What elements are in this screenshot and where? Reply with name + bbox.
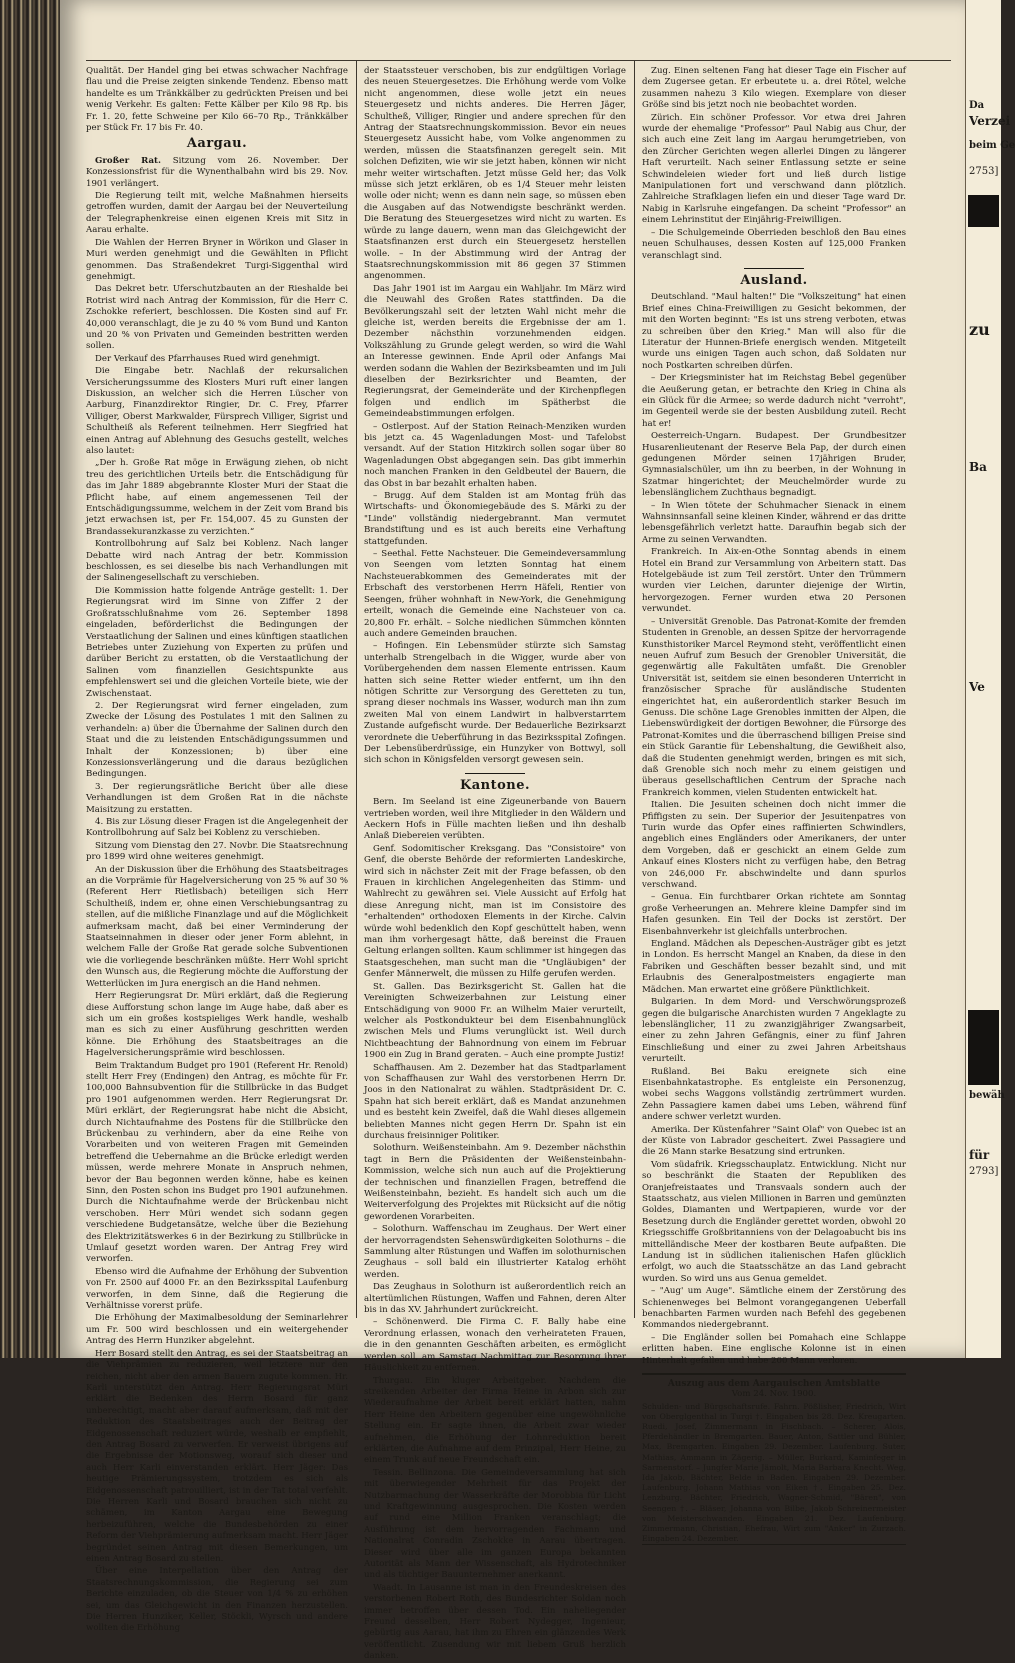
article-grosser-rat [86,156,348,190]
section-rule [465,773,525,774]
column-3 [642,66,906,1544]
paragraph: Das Zeughaus in Solothurn ist außerordentlich reich an altertümlichen Rüstungen, Waffen und Fahnen, deren Alter bis in das XV. Jahrhundert zurückreicht. [364,1282,626,1316]
paragraph: – Genua. Ein furchtbarer Orkan richtete am Sonntag große Verheerungen an. Mehrere kleine Dampfer sind im Hafen gesunken. Ein Teil der Docks ist zerstört. Der Eisenbahnverkehr ist gleichfalls unterbrochen. [642,892,906,937]
article-text: Sitzung vom 26. November. Der Konzessionsfrist für die Wynenthalbahn wird bis 29. Nov. 1901 verlängert. [86,155,349,189]
box-text: Schulden- und Bürgschaftsrufe. Fahrn. Pößlisher, Friedrich, Wirt von Oberglgenthal in Turgi †. Eingaben bis 28. Dez. Kreugarten. Ruedi, Josef, Zimmermann in Fischbach. – Scherer, Alois, Pferdehändler in Bremgarten. Bauer, Anton, Sattler und Bühler, Max, Bremgarten. Eingaben 29. Dezember. Laufenburg. Suter, Mathias, Ammann in Zägerig. – Müller, Burkard, Kaminfeger in Sarmenstorf. – Jungfer Marie Jämolt, Maria Barbara Knecht. Weg, Ida Jakob, Bächter, Belde in Baden. Eingaben 29. Dezember. Laufenburg. Johann Mathias von Eiken †. Eingaben 25. Dez. Lenzburg. Bächter, Friedrich, Wagner-Schmid, "Bären", von Seengen †. – Bläser, Johanna von Bilbe, Jakob Schreinermeister von Meisterschwanden. Eingaben 21. Dez. Laufenburg. Zimmermann, Christian, Ehefrau, Wirt zum "Anker" in Zurzach. Eingaben 24. Dezember. [642,1401,906,1544]
paragraph: Schaffhausen. Am 2. Dezember hat das Stadtparlament von Schaffhausen zur Wahl des verstorbenen Herrn Dr. Joos in den Nationalrat zu wählen. Stadtpräsident Dr. C. Spahn hat sich bereit erklärt, daß es Mandat anzunehmen und es besteht kein Zweifel, daß die Wahl dieses allgemein beliebten Mannes nicht gegen Herrn Dr. Spahn ist ein durchaus freisinniger Politiker. [364,1062,626,1141]
paragraph: – "Aug' um Auge". Sämtliche einem der Zerstörung des Schienenweges bei Belmont vorangegangenen Ueberfall benachbarten Farmen wurden nach Befehl des gegebenen Kommandos niedergebrannt. [642,1286,906,1331]
book-spine [0,0,60,1358]
paragraph: Deutschland. "Maul halten!" Die "Volkszeitung" hat einen Brief eines China-Freiwilligen zu Gesicht bekommen, der mit den Worten beginnt: "Es ist uns streng verboten, etwas zu schreiben über den Krieg." Man will also für die Literatur der Hunnen-Briefe energisch wenden. Mitgeteilt wurde uns einigen Tagen auch schon, daß Soldaten nur noch Postkarten schreiben dürfen. [642,292,906,371]
article-lead: Großer Rat. [95,155,161,166]
paragraph: Die Erhöhung der Maximalbesoldung der Seminarlehrer um Fr. 500 wird beschlossen und ein weitergehender Antrag des Herrn Hunziker abgelehnt. [86,1313,348,1347]
paragraph: Der Verkauf des Pfarrhauses Rued wird genehmigt. [95,353,321,364]
paragraph: – Brugg. Auf dem Stalden ist am Montag früh das Wirtschafts- und Ökonomiegebäude des S. Märki zu der "Linde" vollständig niedergebrannt. Man vermutet Brandstiftung und es ist auch bereits eine Verhaftung stattgefunden. [364,491,626,547]
paragraph: Die Kommission hatte folgende Anträge gestellt: 1. Der Regierungsrat wird im Sinne von Ziffer 2 der Großratsschlußnahme vom 26. September 1898 eingeladen, beförderlichst die Bedingungen der Verstaatlichung der Salinen und eines künftigen staatlichen Betriebes unter Zuziehung von Experten zu prüfen und darüber Bericht zu erstatten, ob die Verstaatlichung der Salinen vom finanziellen Gesichtspunkte aus empfehlenswert sei und die gleichen Vorteile biete, wie der Zwischenstaat. [86,585,348,699]
edge-text-fragment: 2753] [969,166,999,177]
paragraph: Solothurn. Weißensteinbahn. Am 9. Dezember nächsthin tagt in Bern die Präsidenten der Weißensteinbahn-Kommission, welche sich nun auch auf die Projektierung der technischen und finanziellen Fragen, betreffend die Weißensteinbahn, bezieht. Es handelt sich auch um die Weiterverfolgung des Projektes mit Rücksicht auf die nötig gewordenen Vorarbeiten. [364,1143,626,1222]
paragraph: Das Jahr 1901 ist im Aargau ein Wahljahr. Im März wird die Neuwahl des Großen Rates stattfinden. Da die Bevölkerungszahl seit der letzten Wahl nicht mehr die gleiche ist, werden bereits die Ergebnisse der am 1. Dezember nächsthin vorzunehmenden eidgen. Volkszählung zu Grunde gelegt werden, so wird die Wahl an Interesse gewinnen. Ende April oder Anfangs Mai werden sodann die Wahlen der Bezirksbeamten und im Juli dieselben der Bezirksrichter und Beamten, der Regierungsrat, der Gemeinderäte und der Kirchenpflegen folgen und endlich im Spätherbst die Gemeindeabstimmungen erfolgen. [364,283,626,420]
paragraph: – Seethal. Fette Nachsteuer. Die Gemeindeversammlung von Seengen vom letzten Sonntag hat einem Nachsteuerabkommen des Gemeinderates mit der Erbschaft des verstorbenen Herrn Häfeli, Rentier von Seengen, früher wohnhaft in New-York, die Genehmigung erteilt, wonach die Gemeinde eine Nachsteuer von ca. 20,800 Fr. erhält. – Solche niedlichen Sümmchen könnten auch andere Gemeinden brauchen. [364,549,626,639]
paragraph: Waadt. In Lausanne ist man in den Freundeskreisen des verstorbenen Robert Roth, des Bundesrichter Soldan noch immer betroffen über dessen Tod. Ein naheliegender Freund desselben, Herr Robert Nydegger, Ingenieur, gebürtig aus Aarau, hat ihm zu Ehren ein glänzendes Werk veröffentlicht. Zusendung wir mit liebem Gruß herzlich danken. [364,1582,626,1662]
paragraph: Amerika. Der Küstenfahrer "Saint Olaf" von Quebec ist an der Küste von Labrador gescheitert. Zwei Passagiere und die 26 Mann starke Besatzung sind ertrunken. [642,1124,906,1158]
paragraph: England. Mädchen als Depeschen-Austräger gibt es jetzt in London. Es herrscht Mangel an Knaben, da diese in den Fabriken und Geschäften besser bezahlt sind, und mit Erlaubnis des Generalpostmeisters engagierte man Mädchen. Man erwartet eine größere Pünktlichkeit. [642,939,906,995]
paragraph: – Schönenwerd. Die Firma C. F. Bally habe eine Verordnung erlassen, wonach den verheirateten Frauen, die in den genannten Geschäften arbeiten, es ermöglicht werden soll, am Samstag Nachmittag zur Besorgung ihrer Häuslichkeit zu entfernen. [364,1317,626,1374]
paragraph: – Solothurn. Waffenschau im Zeughaus. Der Wert einer der hervorragendsten Sehenswürdigkeiten Solothurns – die Sammlung alter Rüstungen und Waffen im solothurnischen Zeughaus – soll bald ein illustrierter Katalog erhöht werden. [364,1224,626,1280]
paragraph: St. Gallen. Das Bezirksgericht St. Gallen hat die Vereinigten Schweizerbahnen zur Leistung einer Entschädigung von 9000 Fr. an Wilhelm Maier verurteilt, welcher als Postkondukteur bei dem Eisenbahnunglück zwischen Mels und Flums verunglückt ist. Weil durch Nichtbeachtung der Bahnordnung von einem im Februar 1900 ein Zug in Brand geraten. – Auch eine prompte Justiz! [364,981,626,1061]
paragraph: Die Wahlen der Herren Bryner in Wörikon und Glaser in Muri werden genehmigt und die Gewählten in Pflicht genommen. Das Straßendekret Turgi-Siggenthal wird genehmigt. [86,237,348,282]
edge-text-fragment: 2793] [969,1166,999,1177]
paragraph: Bulgarien. In dem Mord- und Verschwörungsprozeß gegen die bulgarische Anarchisten wurden 7 Angeklagte zu lebenslänglicher, 11 zu zwanzigjähriger Zwangsarbeit, einer zu zehn Jahren Gefängnis, einer zu fünf Jahren Einschließung und einer zu zwei Jahren Arbeitshaus verurteilt. [642,997,906,1065]
paragraph: Oesterreich-Ungarn. Budapest. Der Grundbesitzer Husarenlieutenant der Reserve Bela Pap, der durch einen gedungenen Mörder seinen 17jährigen Bruder, Gymnasialschüler, um ihn zu beerben, in der Wohnung in Szatmar hingerichtet; der Meuchelmörder wurde zu lebenslänglichem Zuchthaus begnadigt. [642,431,906,499]
edge-text-fragment: beim Ge [969,140,1015,151]
paragraph: Frankreich. In Aix-en-Othe Sonntag abends in einem Hotel ein Brand zur Versammlung von Arbeitern statt. Das Hotelgebäude ist zum Teil zerstört. Unter den Trümmern wurden vier Leichen, darunter diejenige der Wirtin, hervorgezogen. Ferner wurden etwa 20 Personen verwundet. [642,547,906,615]
paragraph: – Ostlerpost. Auf der Station Reinach-Menziken wurden bis jetzt ca. 45 Wagenladungen Most- und Tafelobst versandt. Auf der Station Hitzkirch sollen sogar über 80 Wagenladungen Obst abgegangen sein. Das gibt immerhin noch manchen Franken in den Geldbeutel der Bauern, die das Obst in bar bezahlt erhalten haben. [364,421,626,489]
paragraph: – Universität Grenoble. Das Patronat-Komite der fremden Studenten in Grenoble, an dessen Spitze der hervorragende Kunsthistoriker Marcel Reymond steht, veröffentlicht einen neuen Aufruf zum Besuch der Grenobler Universität, die gegenwärtig alle Fakultäten umfaßt. Die Grenobler Universität ist, seitdem sie einen besonderen Unterricht in französischer Sprache für ausländische Studenten eingerichtet hat, ein außerordentlich starker Besuch im Genuss. Die schöne Lage Grenobles inmitten der Alpen, die Liebenswürdigkeit der dortigen Bewohner, die Fürsorge des Patronat-Komites und die überraschend billigen Preise sind ein Stück Garantie für Lebenshaltung, die Gewißheit also, daß die Studenten genehmigt werden, bringen es mit sich, daß Grenoble sich noch mehr zu einem geistigen und überaus gesellschaftlichen Centrum der Sprache nach Frankreich kommen, vielen Studenten entwickelt hat. [642,616,906,798]
edge-text-fragment: Da [969,100,985,111]
edge-ad-block [968,1010,999,1085]
edge-ad-block [968,195,999,227]
paragraph: An der Diskussion über die Erhöhung des Staatsbeitrages an die Vorprämie für Hagelversicherung von 25 % auf 30 % (Referent Herr Rietlisbach) beteiligen sich Herr Schultheiß, indem er, ohne einen Verschiebungsantrag zu stellen, auf die mißliche Finanzlage und auf die Möglichkeit aufmerksam macht, daß bei einer Verminderung der Staatseinnahmen in dieser oder jener Form ablehnt, in welchem Falle der Große Rat gerade solche Subventionen wie die vorliegende beschränken müßte. Herr Wohl spricht den Wunsch aus, die Regierung möchte die Aufforstung der Wetterlücken im Jura energisch an die Hand nehmen. [86,864,348,989]
paragraph: der Staatssteuer verschoben, bis zur endgültigen Vorlage des neuen Steuergesetzes. Die Erhöhung werde vom Volke nicht angenommen, diese wolle jetzt ein neues Steuergesetz und nichts anderes. Die Herren Jäger, Schultheß, Villiger, Ringier und andere sprechen für den Antrag der Staatsrechnungskommission. Bevor ein neues Steuergesetz Aussicht habe, vom Volke angenommen zu werden, müssen die Staatsfinanzen geregelt sein. Mit solchen Defiziten, wie wir sie jetzt haben, können wir nicht mehr weiter wirtschaften. Jetzt müsse Geld her; das Volk müsse sich jetzt erklären, ob es 1/4 Steuer mehr leisten wolle oder nicht; wenn es dann nein sage, so müssen eben die Ausgaben auf das Notwendigste beschränkt werden. Die Beratung des Steuergesetzes wird nicht zu warten. Es würde zu lange dauern, wenn man das Gleichgewicht der Staatsfinanzen erst durch ein Steuergesetz herstellen wolle. – In der Abstimmung wird der Antrag der Staatsrechnungskommission mit 86 gegen 37 Stimmen angenommen. [364,66,626,282]
paragraph: „Der h. Große Rat möge in Erwägung ziehen, ob nicht treu des gerichtlichen Urteils betr. die Entschädigung für das im Jahr 1889 abgebrannte Kloster Muri der Staat die Pflicht habe, auf einem angemessenen Teil der Entschädigungssumme, welchem in der Zeit vom Brand bis jetzt erwachsen ist, per Fr. 154,007. 45 zu Gunsten der Brandassekuranzkasse zu verzichten.“ [86,458,348,537]
adjacent-page-edge [965,0,1015,1358]
header-rule [86,60,951,61]
paragraph: Genf. Sodomitischer Kreksgang. Das "Consistoire" von Genf, die oberste Behörde der reformierten Landeskirche, wird sich in nächster Zeit mit der Frage befassen, ob den Frauen in kirchlichen Angelegenheiten das Stimm- und Wahlrecht zu gewähren sei. Viele Aussicht auf Erfolg hat diese Anregung nicht, man ist im Consistoire des "erhaltenden" orthodoxen Elements in der Kirche. Calvin würde wohl bedenklich den Kopf geschüttelt haben, wenn man ihm vorhergesagt hätte, daß bereinst die Frauen Geltung erlangen sollten. Kaum schlimmer ist hingegen das Staatsgeschehen, man sucht man die "Ungläubigen" der Genfer Männerwelt, die müssen zu Hilfe gerufen werden. [364,843,626,980]
paragraph: – Hofingen. Ein Lebensmüder stürzte sich Samstag unterhalb Strengelbach in die Wigger, wurde aber von Vorübergehenden dem nassen Elemente entrissen. Kaum hatten sich seine Retter wieder entfernt, um ihn den nötigen Schritte zur Versorgung des Geretteten zu tun, sprang dieser nochmals ins Wasser, wodurch man ihn zum zweiten Mal von einem Landwirt in halbverstarrtem Zustande aufgefischt wurde. Der Bedauerliche Bezirksarzt verordnete die Ueberführung in das Bezirksspital Zofingen. Der Lebensüberdrüssige, ein Hunzyker von Bottwyl, soll sich schon in Königsfelden versorgt gewesen sein. [364,641,626,766]
paragraph: Über eine Interpellation über den Antrag der Staatsrechnungskommission, die Regierung sei zum Berichte einzuladen, ob die Steuer von 1/4 % zu erhöhen sei, um das Gleichgewicht in den Finanzen herzustellen. Die Herren Hunziker, Keller, Stöckli, Wyrsch und andere wollten die Erhöhung [86,1566,348,1634]
paragraph: Rußland. Bei Baku ereignete sich eine Eisenbahnkatastrophe. Es entgleiste ein Personenzug, wobei sechs Waggons vollständig zertrümmert wurden. Zehn Passagiere kamen dabei ums Leben, während fünf andere schwer verletzt wurden. [642,1066,906,1123]
paragraph: Beim Traktandum Budget pro 1901 (Referent Hr. Renold) stellt Herr Frey (Endingen) den Antrag, es möchte für Fr. 100,000 Bahnsubvention für die Stillbrücke in das Budget pro 1901 aufgenommen werden. Herr Regierungsrat Dr. Müri erklärt, der Regierungsrat habe nicht die Absicht, durch Nichtaufnahme des Postens für die Stillbrücke den Brückenbau zu verhindern, aber da eine Reihe von Vorarbeiten und von weiteren Fragen mit Gemeinden betreffend die Uebernahme an die Brücke erledigt werden müssen, werde mehrere Monate in Anspruch nehmen, bevor der Bau begonnen werden könne, habe es keinen Sinn, den Posten schon ins Budget pro 1901 aufzunehmen. Durch die Nichtaufnahme werde der Brückenbau nicht verschoben. Herr Müri wendet sich sodann gegen verschiedene Budgetansätze, welche über die Beziehung des Elektrizitätswerkes 6 in der Bezirkung zu Stillbrücke in Umlauf gesetzt worden waren. Der Antrag Frey wird verworfen. [86,1060,348,1265]
edge-text-fragment: bewäh [969,1090,1005,1101]
edge-text-fragment: für [969,1148,990,1162]
paragraph: 3. Der regierungsrätliche Bericht über alle diese Verhandlungen ist dem Großen Rat in die nächste Maisitzung zu erstatten. [86,781,348,815]
box-title: Auszug aus dem Aargauischen Amtsblatte [667,1379,881,1390]
edge-text-fragment: Ba [969,460,987,474]
paragraph: – Die Schulgemeinde Oberrieden beschloß den Bau eines neuen Schulhauses, dessen Kosten auf 125,000 Franken veranschlagt sind. [642,227,906,261]
edge-text-fragment: Ve [969,680,985,694]
column-1 [86,66,349,1634]
newspaper-page [60,0,965,1662]
section-title-ausland: Ausland. [740,272,808,288]
paragraph: 4. Bis zur Lösung dieser Fragen ist die Angelegenheit der Kontrollbohrung auf Salz bei Koblenz zu verschieben. [86,817,348,839]
paragraph: – In Wien tötete der Schuhmacher Sienack in einem Wahnsinnsanfall seine kleinen Kinder, während er das dritte lebensgefährlich verletzt hatte. Daraufhin begab sich der Arme zu seinen Verwandten. [642,500,906,545]
amtsblatt-box [642,1373,906,1545]
column-divider [634,60,635,1318]
paragraph: Die Regierung teilt mit, welche Maßnahmen hierseits getroffen wurden, damit der Aargau bei der Neuverteilung der Telegraphenkreise einen eigenen Kreis mit Sitz in Aarau erhalte. [86,191,348,236]
paragraph: Italien. Die Jesuiten scheinen doch nicht immer die Pfiffigsten zu sein. Der Superior der Jesuitenpatres von Turin wurde das Opfer eines raffinierten Schwindlers, angeblich eines Engländers oder Amerikaners, der unter dem Vorgeben, daß er geschickt an einem Gelde zum Ankauf eines Klosters nicht zu verfügen habe, den Betrag von 246,000 Fr. abschwindelte und dann spurlos verschwand. [642,800,906,891]
paragraph: 2. Der Regierungsrat wird ferner eingeladen, zum Zwecke der Lösung des Postulates 1 mit den Salinen zu verhandeln: a) über die Übernahme der Salinen durch den Staat und die zu leistenden Entschädigungssummen und Inhalt der Konzessionen; b) über eine Konzessionsverlängerung und die daraus bezüglichen Bedingungen. [86,700,348,780]
paragraph: Das Dekret betr. Uferschutzbauten an der Rieshalde bei Rotrist wird nach Antrag der Kommission, für die Herr C. Zschokke referiert, beschlossen. Die Kosten sind auf Fr. 40,000 veranschlagt, die je zu 40 % vom Bund und Kanton und 20 % von Privaten und Gemeinden bestritten werden sollen. [86,284,348,352]
paragraph: – Der Kriegsminister hat im Reichstag Bebel gegenüber die Aeußerung getan, er betrachte den Krieg in China als ein Glück für die Armee; so werde dadurch nicht "verroht", im Gegenteil werde sie der besten Ausbildung zuteil. Recht hat er! [642,373,906,429]
paragraph: Herr Bosard stellt den Antrag, es sei der Staatsbeitrag an die Viehprämien zu reduzieren, weil letztere nur den reichen, nicht aber den armen Bauern zugute kommen. Hr. Karli unterstützt den Antrag. Herr Regierungsrat Müri erklärt die Bedenken des Herrn Bosard für ganz unberechtigt, macht aber darauf aufmerksam, daß mit der Reduktion des Staatsbeitrages auch der Beitrag der Eidgenossenschaft reduziert würde, weshalb er empfiehlt, den Antrag Bosard zu verwerfen. Er verweist übrigens auf die Ergebnisse der Motionsweg, worauf sich dieser und auch Herr Karli einverstanden erklärt. Herr Jäger: Das heutige Prämierungssystem, trotzdem es sich als Eidgenossenschaft patrouilliert, ist in der Tat total verfehlt. Die Herren Karli und Bosard brauchen sich nicht zu schämen, im Kanton Aargau eine Bewegung herbeizuführen, welche die Bundesbehörden zu einer Reform der Viehprämierung aufmerksam macht. Herr Jäger begründet seinen Antrag mit diesen Bemerkungen, um einen Antrag Bosard zu stellen. [86,1348,349,1564]
market-report: Qualität. Der Handel ging bei etwas schwacher Nachfrage flau und die Preise zeigten sinkende Tendenz. Ebenso matt handelte es um Tränkkälber zu gedrückten Preisen und bei wenig Verkehr. Es galten: Fette Kälber per Kilo 98 Rp. bis Fr. 1. 20, fette Schweine per Kilo 66–70 Rp., Tränkkälber per Stück Fr. 17 bis Fr. 40. [86,66,348,134]
paragraph: Zürich. Ein schöner Professor. Vor etwa drei Jahren wurde der ehemalige "Professor" Paul Nabig aus Chur, der sich auch eine Zeit lang im Aargau herumgetrieben, von den Zürcher Gerichten wegen allerlei Dingen zu längerer Haft verurteilt. Nach seiner Entlassung setzte er seine Schwindeleien wieder fort und ließ durch listige Manipulationen fort und verschwand dann plötzlich. Zahlreiche Strafklagen liefen ein und dieser Tage ward Dr. Nabig in Karlsruhe eingefangen. Da scheint "Professor" an einem Lehrinstitut der Einjährig-Freiwilligen. [642,112,906,226]
paragraph: Sitzung vom Dienstag den 27. Novbr. Die Staatsrechnung pro 1899 wird ohne weiteres genehmigt. [86,840,348,863]
paragraph: Kontrollbohrung auf Salz bei Koblenz. Nach langer Debatte wird nach Antrag der betr. Kommission beschlossen, es sei dieselbe bis nach Verhandlungen mit der Salinengesellschaft zu verschieben. [86,539,348,584]
column-2 [364,66,626,1662]
section-title-aargau: Aargau. [186,136,248,152]
paragraph: Tessin. Bellinzona. Die Gemeindeversammlung hat sich mit überwiegender Mehrheit für das Projekt der Nutzbarmachung der Wasserkräfte der Morobbia für Licht und Kraftgewinnung ausgesprochen. Die Kosten werden auf rund eine Million Franken veranschlagt; die Ausführung ist dem hervorragenden Fachmann und Nationalrat Conradin Zschokke in Aarau übertragen. Dieser wird über alle im ganzen Europa bekannten Autorität als Mann der Wissenschaft, als Hydrotechniker und als tüchtiger Bauunternehmer anerkannt. [364,1467,626,1581]
section-title-kantone: Kantone. [459,777,531,793]
paragraph: Herr Regierungsrat Dr. Müri erklärt, daß die Regierung diese Aufforstung schon lange im Auge habe, daß aber es sich um ein großes kostspieliges Werk handle, weshalb man es sich zu einer Ausführung geschritten werden könne. Die Erhöhung des Staatsbeitrages an die Hagelversicherungsprämie wird beschlossen. [86,991,348,1059]
paragraph: Zug. Einen seltenen Fang hat dieser Tage ein Fischer auf dem Zugersee getan. Er erbeutete u. a. drei Rötel, welche zusammen nahezu 3 Kilo wiegen. Exemplare von dieser Größe sind bis jetzt noch nie beobachtet worden. [642,66,906,111]
paragraph: Ebenso wird die Aufnahme der Erhöhung der Subvention von Fr. 2500 auf 4000 Fr. an den Bezirksspital Laufenburg verworfen, in dem Sinne, daß die Regierung die Verhältnisse vorerst prüfe. [86,1266,348,1312]
paragraph: Die Eingabe betr. Nachlaß der rekursalichen Versicherungssumme des Klosters Muri ruft einer langen Diskussion, an welcher sich die Herren Lüscher von Aarburg, Finanzdirektor Ringier, Dr. C. Frey, Pfarrer Villiger, Oberst Markwalder, Fürsprech Villiger, Sigrist und Schultheiß als Referent teilnehmen. Herr Siegfried hat einen Antrag auf Ablehnung des Gesuchs gestellt, welches also lautet: [86,366,348,456]
box-date: Vom 24. Nov. 1900. [731,1389,817,1400]
paragraph: Thurgau. Ein kluger Arbeitgeber. Nachdem die streikenden Arbeiter der Firma Heine in Arbon sich zur Wiederaufnahme der Arbeit bereit erklärt hatten, nahm Herr Heine den Arbeitern gegenüber eine ungewöhnliche Stellung ein. Er sagte ihnen, die Arbeit zwar wieder aufnehmen, die Erhöhung der Lohnreduktion bereit erklärten, die Aufnahme auf dem Prinzipal, Herr Heine, zu einem Trunk auf neue Freundschaft ein. [364,1375,626,1466]
section-rule [744,268,804,269]
paragraph: Vom südafrik. Kriegsschauplatz. Entwicklung. Nicht nur so beschränkt die Staaten der Republiken des Oranjefreistaates und Transvaals sondern auch der Staatsschatz, aus vielen Millionen in Barren und gemünzten Goldes, Diamanten und Wertpapieren, wurde vor der Besetzung durch die Engländer gerettet worden, obwohl 20 Kriegsschiffe Großbritanniens von der Delagoabucht bis ins mittelländische Meer der kostbaren Beute aufpaßten. Die Landung ist in südlichen italienischen Hafen glücklich erfolgt, wo auch die Staatsschätze an das Land gebracht wurden. So wird uns aus Genua gemeldet. [642,1159,906,1284]
paragraph: – Die Engländer sollen bei Pomahach eine Schlappe erlitten haben. Eine englische Kolonne ist in einen Hinterhalt gefallen und habe 200 Mann verloren. [642,1332,906,1366]
column-divider [356,60,357,1318]
edge-text-fragment: zu [969,320,990,339]
edge-text-fragment: Verzei [969,114,1011,128]
paragraph: Bern. Im Seeland ist eine Zigeunerbande von Bauern vertrieben worden, weil ihre Mitglieder in den Wäldern und Aeckern Hofs in Fülle machten ließen und ihn deshalb Anlaß Diebereien verübten. [364,797,626,842]
